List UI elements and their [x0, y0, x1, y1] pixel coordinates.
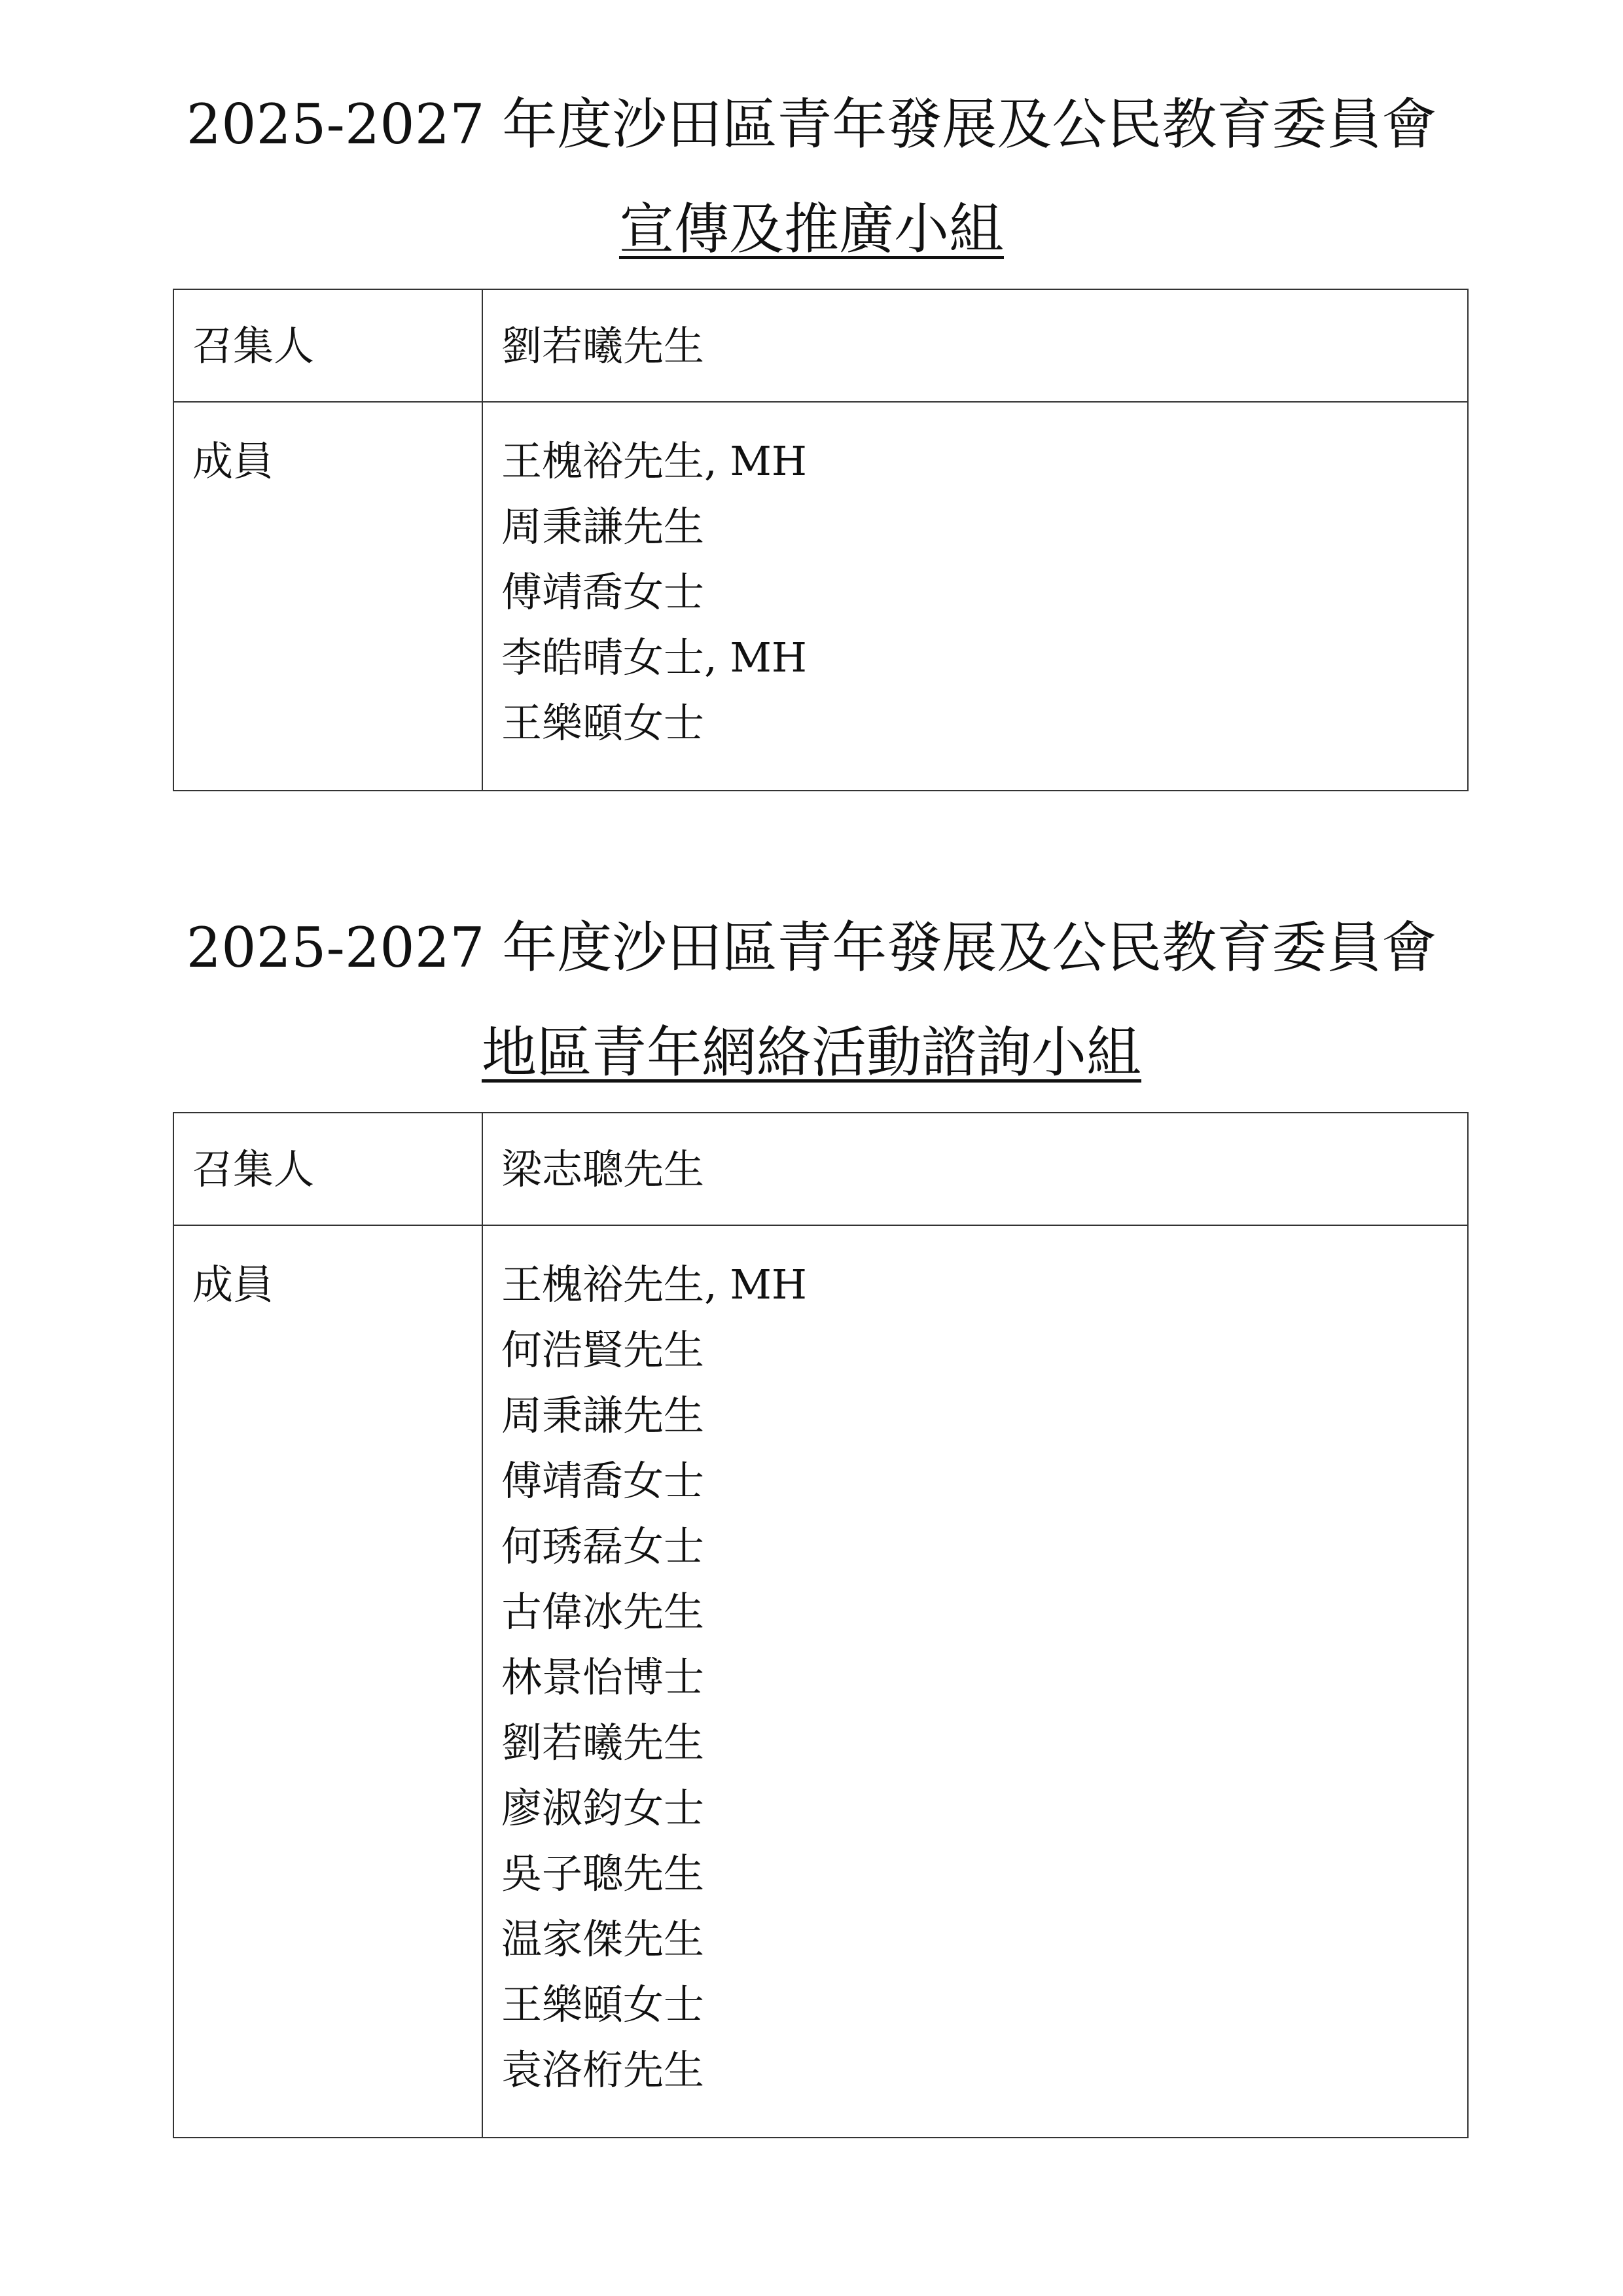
members-list: [482, 1225, 1468, 2138]
convenor-name: 劉若曦先生: [482, 289, 1468, 402]
member-name: 林景怡博士: [501, 1653, 705, 1701]
member-name: 周秉謙先生: [501, 1391, 705, 1439]
group-title: 宣傳及推廣小組: [618, 197, 1004, 261]
member-name: 温家傑先生: [501, 1915, 705, 1963]
member-name: 周秉謙先生: [501, 503, 705, 550]
members-row: [173, 1225, 1468, 2138]
committee-title: 2025-2027 年度沙田區青年發展及公民教育委員會: [186, 92, 1437, 156]
member-name: 王槐裕先生, MH: [501, 437, 807, 485]
convenor-label: 召集人: [173, 289, 482, 402]
member-name: 古偉冰先生: [501, 1588, 705, 1636]
member-name: 袁洛桁先生: [501, 2046, 705, 2094]
members-list: [482, 402, 1468, 791]
convenor-row: [173, 1113, 1468, 1225]
convenor-name: 梁志聰先生: [482, 1113, 1468, 1225]
member-name: 王樂頤女士: [501, 699, 705, 747]
group-title: 地區青年網絡活動諮詢小組: [481, 1020, 1141, 1085]
member-name: 王樂頤女士: [501, 1981, 705, 2028]
roster-table: [173, 1112, 1469, 2138]
member-name: 何琇磊女士: [501, 1522, 705, 1570]
member-name: 劉若曦先生: [501, 1719, 705, 1767]
convenor-label: 召集人: [173, 1113, 482, 1225]
member-name: 吳子聰先生: [501, 1850, 705, 1897]
members-label: 成員: [173, 1225, 482, 2138]
member-name: 傅靖喬女士: [501, 1457, 705, 1505]
member-name: 廖淑鈞女士: [501, 1784, 705, 1832]
committee-title: 2025-2027 年度沙田區青年發展及公民教育委員會: [186, 916, 1437, 980]
members-label: 成員: [173, 402, 482, 791]
convenor-row: [173, 289, 1468, 402]
member-name: 王槐裕先生, MH: [501, 1261, 807, 1308]
member-name: 傅靖喬女士: [501, 568, 705, 616]
member-name: 何浩賢先生: [501, 1326, 705, 1374]
roster-table: [173, 289, 1469, 791]
member-name: 李皓晴女士, MH: [501, 634, 807, 681]
members-row: [173, 402, 1468, 791]
